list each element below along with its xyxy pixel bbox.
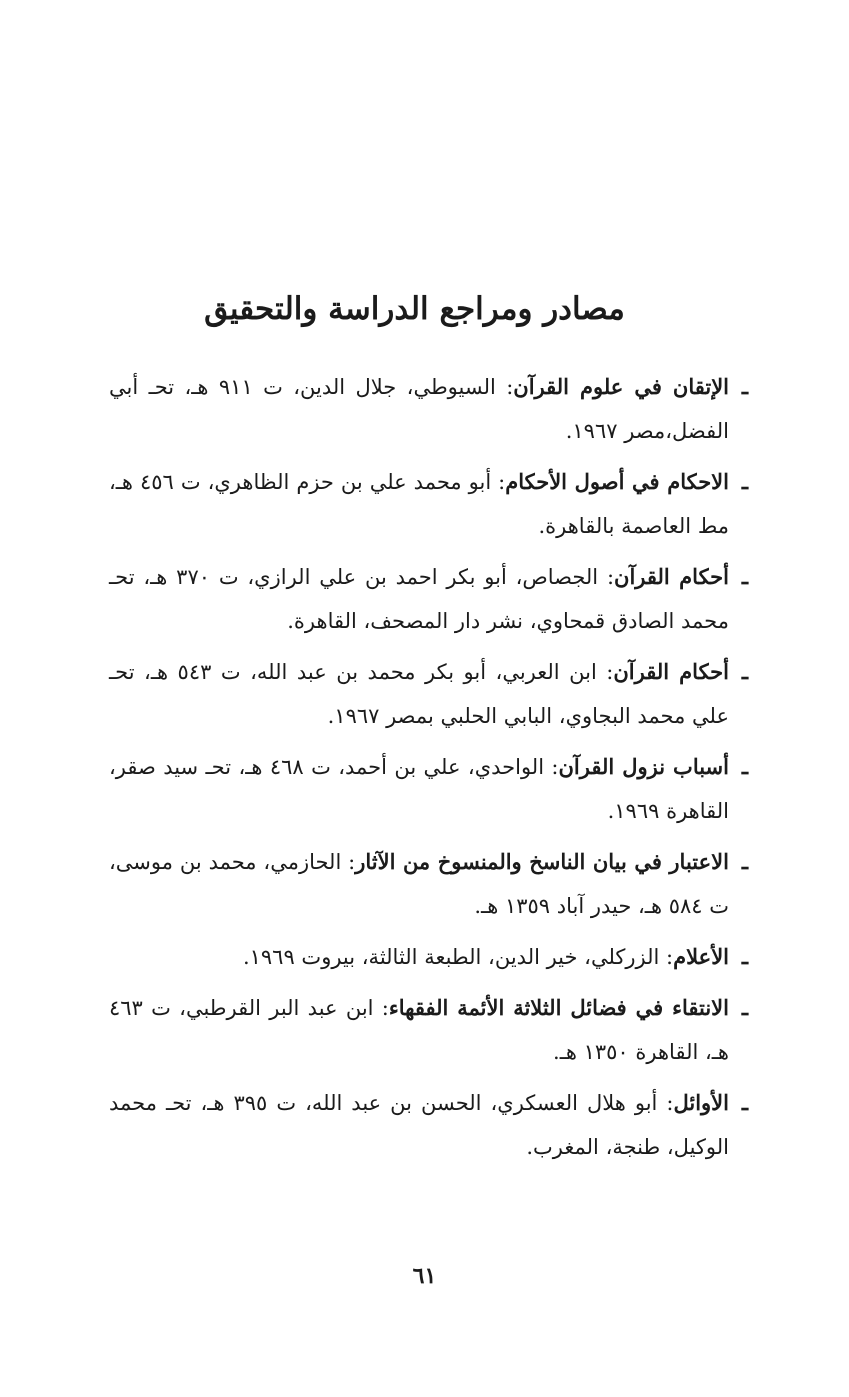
book-title: الأوائل — [673, 1090, 729, 1115]
bibliography-entry — [109, 986, 757, 1074]
entry-details: : الحازمي، محمد بن موسى، ت ٥٨٤ هـ، حيدر آباد ١٣٥٩ هـ. — [109, 850, 729, 918]
entry-details: : الجصاص، أبو بكر احمد بن علي الرازي، ت ٣٧٠ هـ، تحـ محمد الصادق قمحاوي، نشر دار المصحف، القاهرة. — [109, 565, 729, 633]
entry-dash: ـ — [741, 849, 749, 874]
entry-dash: ـ — [741, 754, 749, 779]
page-title: مصادر ومراجع الدراسة والتحقيق — [204, 290, 625, 327]
entry-details: : أبو محمد علي بن حزم الظاهري، ت ٤٥٦ هـ، مط العاصمة بالقاهرة. — [109, 470, 729, 538]
bibliography-entry — [109, 745, 757, 833]
entry-dash: ـ — [741, 659, 749, 684]
entry-details: : أبو هلال العسكري، الحسن بن عبد الله، ت ٣٩٥ هـ، تحـ محمد الوكيل، طنجة، المغرب. — [109, 1091, 729, 1159]
entry-dash: ـ — [741, 944, 749, 969]
entry-details: : الواحدي، علي بن أحمد، ت ٤٦٨ هـ، تحـ سيد صقر، القاهرة ١٩٦٩. — [109, 755, 729, 823]
entry-dash: ـ — [741, 1090, 749, 1115]
book-title: الإتقان في علوم القرآن — [513, 374, 730, 399]
page-number: ٦١ — [412, 1263, 437, 1289]
entry-details: : الزركلي، خير الدين، الطبعة الثالثة، بيروت ١٩٦٩. — [242, 945, 674, 969]
bibliography-entry — [109, 365, 757, 453]
book-title: أحكام القرآن — [614, 564, 729, 589]
book-title: أحكام القرآن — [613, 659, 729, 684]
entry-dash: ـ — [741, 564, 749, 589]
book-title: الانتقاء في فضائل الثلاثة الأئمة الفقهاء — [388, 995, 729, 1020]
book-title: الاعتبار في بيان الناسخ والمنسوخ من الآثار — [355, 849, 729, 874]
bibliography-entry — [109, 840, 757, 928]
bibliography-entry — [109, 460, 757, 548]
bibliography-entry — [109, 555, 757, 643]
bibliography-entry — [109, 650, 757, 738]
entry-dash: ـ — [741, 374, 749, 399]
entry-details: : السيوطي، جلال الدين، ت ٩١١ هـ، تحـ أبي الفضل،مصر ١٩٦٧. — [109, 375, 729, 443]
entry-dash: ـ — [741, 995, 749, 1020]
book-title: الأعلام — [673, 944, 729, 969]
bibliography-entry — [109, 1081, 757, 1169]
bibliography-list — [109, 365, 757, 1176]
book-title: الاحكام في أصول الأحكام — [505, 469, 729, 494]
entry-details: : ابن عبد البر القرطبي، ت ٤٦٣ هـ، القاهرة ١٣٥٠ هـ. — [109, 996, 729, 1064]
entry-details: : ابن العربي، أبو بكر محمد بن عبد الله، ت ٥٤٣ هـ، تحـ علي محمد البجاوي، البابي الحلبي بمصر ١٩٦٧. — [109, 660, 729, 728]
entry-dash: ـ — [741, 469, 749, 494]
bibliography-entry — [109, 935, 757, 979]
book-title: أسباب نزول القرآن — [558, 754, 729, 779]
